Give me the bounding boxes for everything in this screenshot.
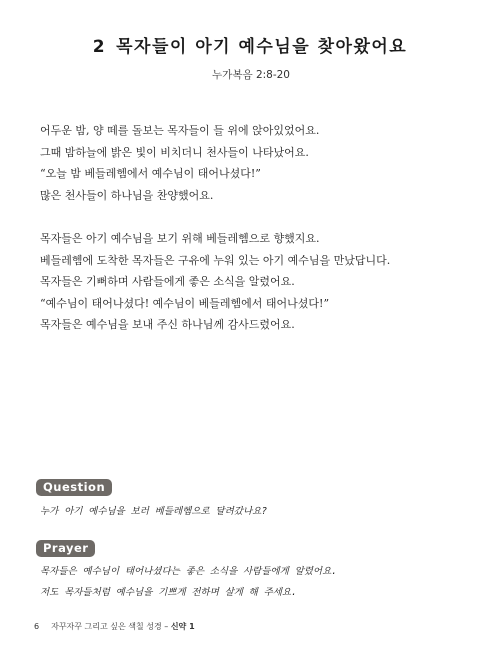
story-text <box>40 120 470 358</box>
book-title: 자꾸자꾸 그리고 싶은 색칠 성경 – <box>51 622 169 631</box>
prayer-line: 저도 목자들처럼 예수님을 기쁘게 전하며 살게 해 주세요. <box>40 587 297 598</box>
lesson-title-text: 목자들이 아기 예수님을 찾아왔어요 <box>116 37 408 57</box>
prayer-line: 목자들은 예수님이 태어나셨다는 좋은 소식을 사람들에게 알렸어요. <box>40 566 337 577</box>
scripture-reference: 누가복음 2:8-20 <box>212 69 290 81</box>
story-line: “오늘 밤 베들레헴에서 예수님이 태어나셨다!” <box>40 167 261 180</box>
story-line: “예수님이 태어나셨다! 예수님이 베들레헴에서 태어나셨다!” <box>40 296 330 310</box>
story-line: 목자들은 기뻐하며 사람들에게 좋은 소식을 알렸어요. <box>40 275 295 288</box>
lesson-number: 2 <box>92 37 107 57</box>
story-paragraph <box>40 228 470 336</box>
question-label: Question <box>36 479 112 496</box>
story-line: 목자들은 아기 예수님을 보기 위해 베들레헴으로 향했지요. <box>40 232 320 245</box>
question-text: 누가 아기 예수님을 보러 베들레헴으로 달려갔나요? <box>40 506 268 517</box>
page-footer <box>34 621 195 632</box>
story-line: 그때 밤하늘에 밝은 빛이 비치더니 천사들이 나타났어요. <box>40 145 309 159</box>
lesson-title <box>0 32 500 57</box>
story-line: 많은 천사들이 하나님을 찬양했어요. <box>40 188 214 202</box>
book-volume: 신약 1 <box>170 622 195 631</box>
story-line: 어두운 밤, 양 떼를 돌보는 목자들이 들 위에 앉아있었어요. <box>40 124 320 137</box>
prayer-label: Prayer <box>36 540 95 557</box>
story-line: 목자들은 예수님을 보내 주신 하나님께 감사드렸어요. <box>40 318 295 331</box>
page-number: 6 <box>34 622 40 631</box>
story-line: 베들레헴에 도착한 목자들은 구유에 누워 있는 아기 예수님을 만났답니다. <box>40 253 391 267</box>
story-paragraph <box>40 120 470 206</box>
